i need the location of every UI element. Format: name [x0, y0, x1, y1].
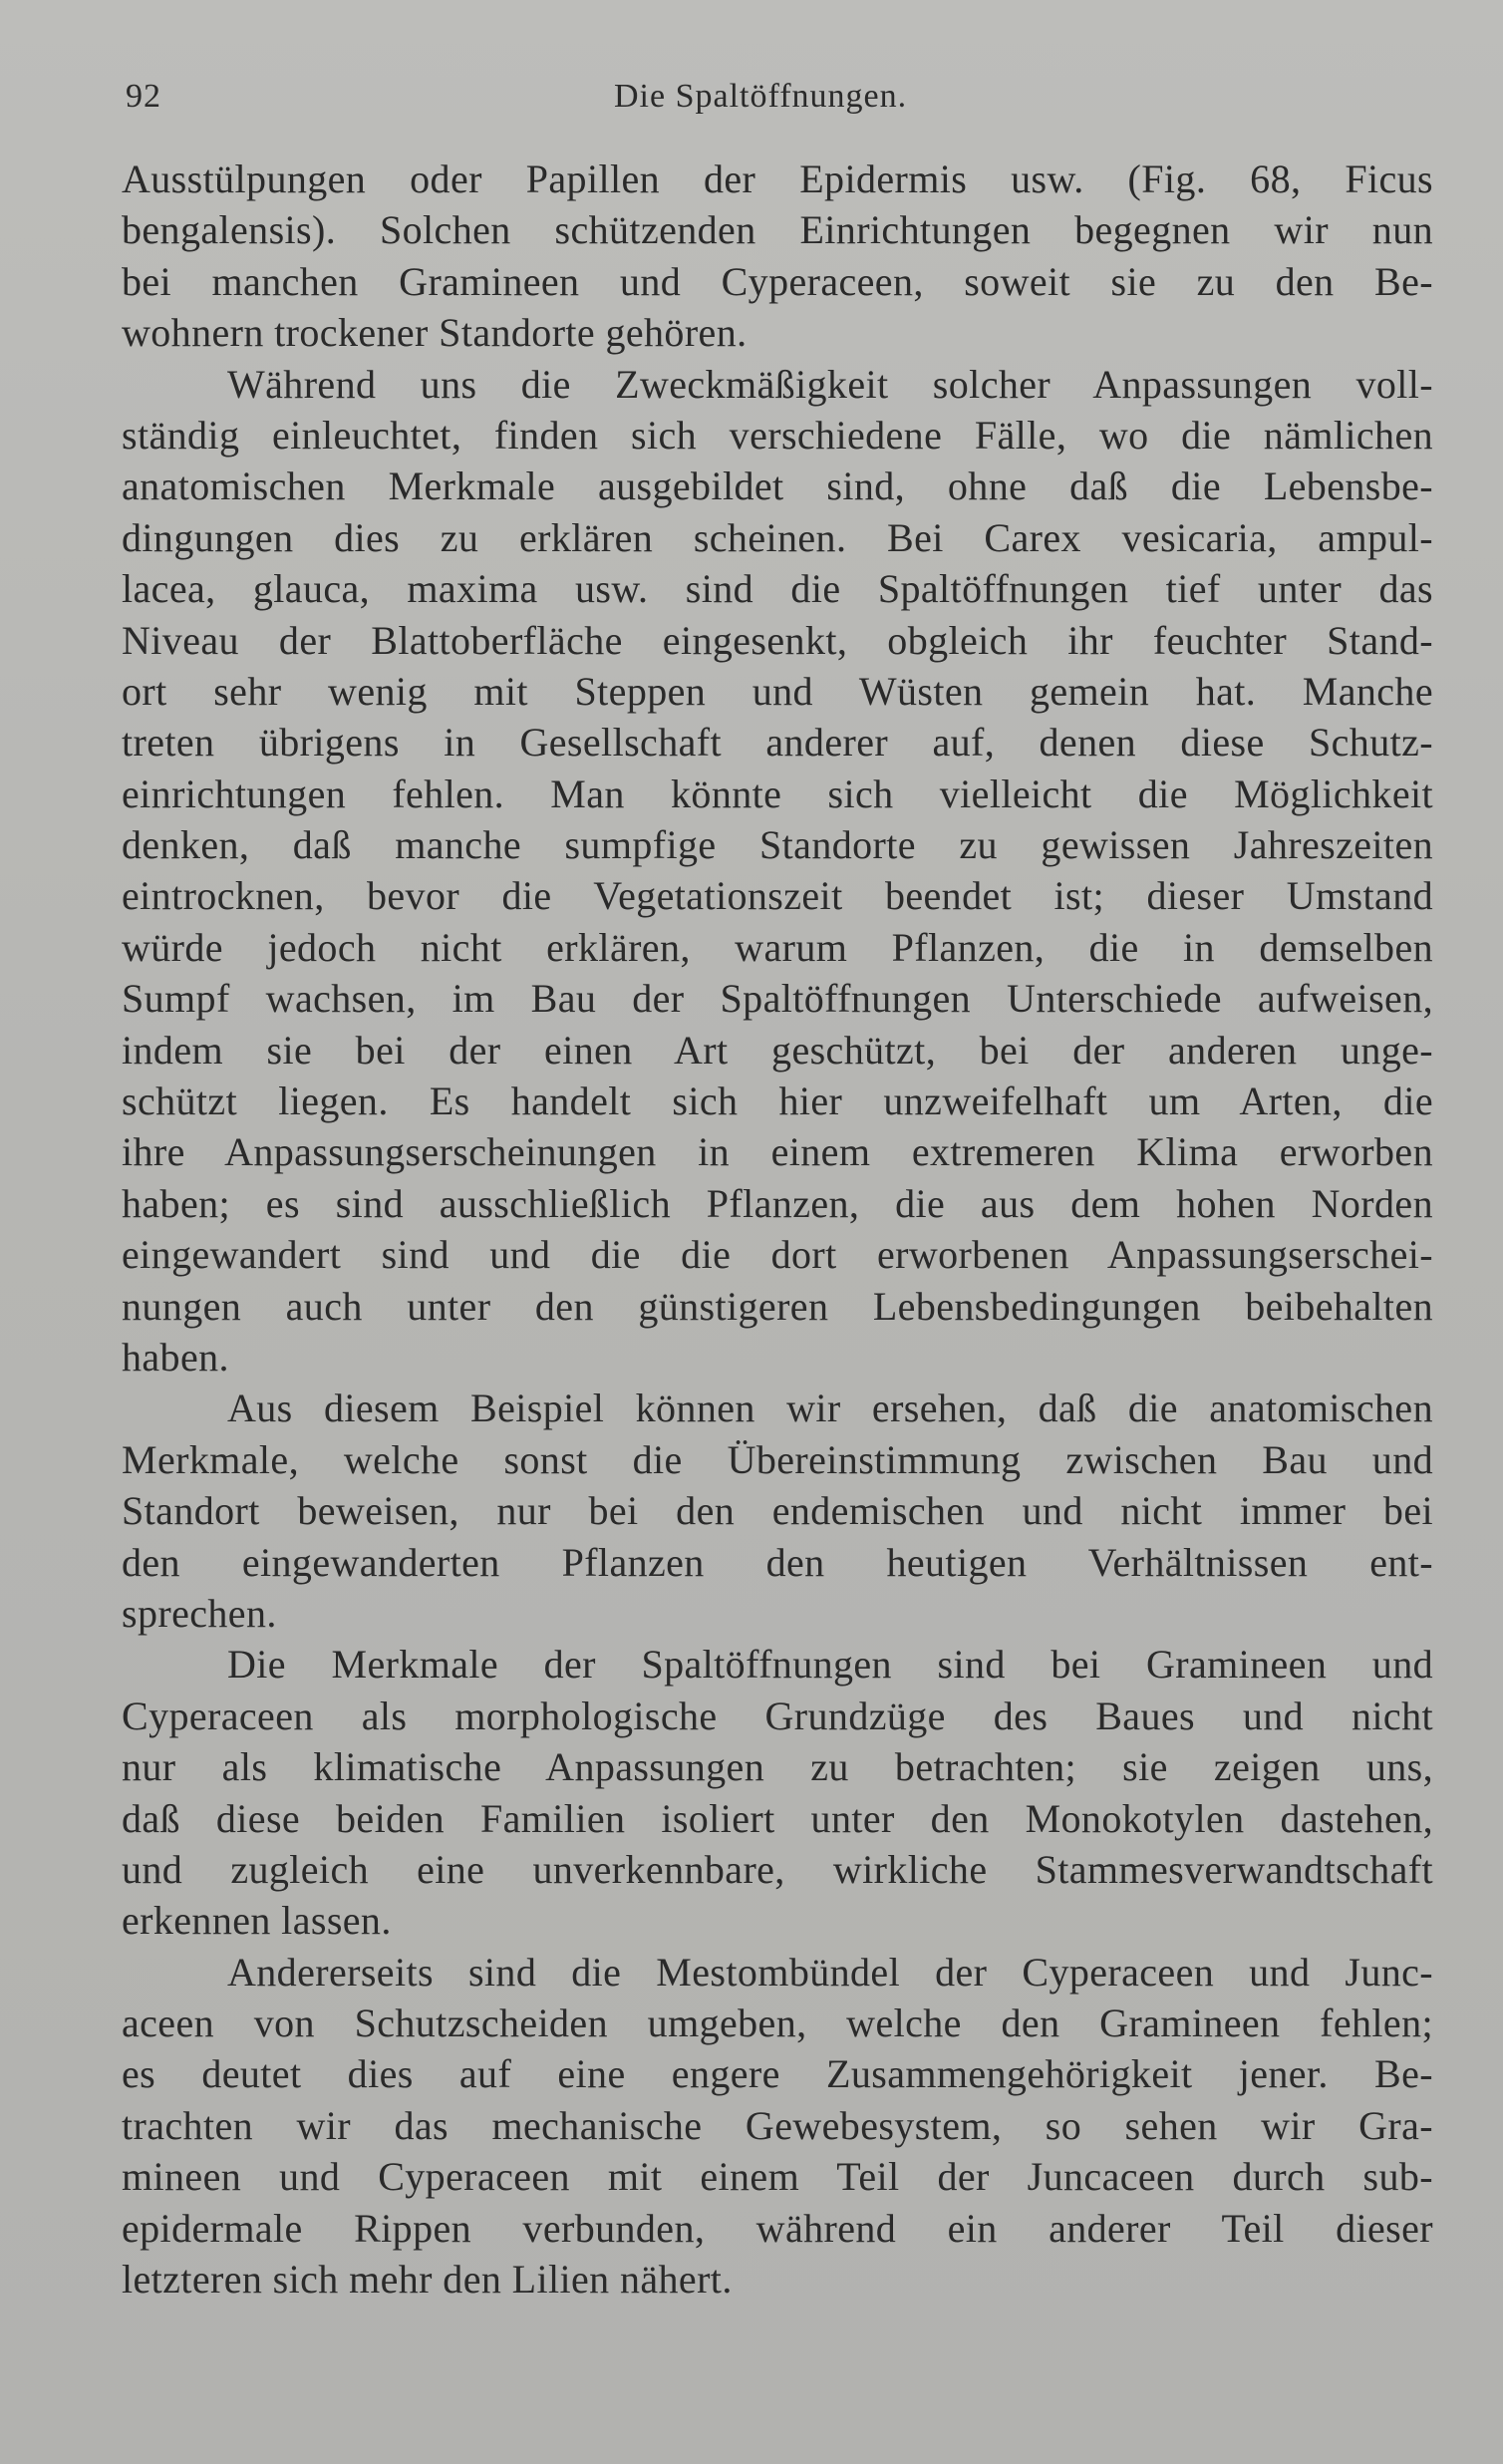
text-line: ständig einleuchtet, finden sich verschiedene Fälle, wo die nämlichen	[122, 412, 1433, 458]
text-line: ihre Anpassungserscheinungen in einem extremeren Klima erworben	[122, 1129, 1433, 1175]
text-line: den eingewanderten Pflanzen den heutigen Verhältnissen ent-	[122, 1539, 1433, 1585]
text-line: Während uns die Zweckmäßigkeit solcher Anpassungen voll-	[227, 361, 1433, 407]
text-line: schützt liegen. Es handelt sich hier unzweifelhaft um Arten, die	[122, 1078, 1433, 1124]
text-line: Aus diesem Beispiel können wir ersehen, daß die anatomischen	[227, 1386, 1433, 1431]
text-line: treten übrigens in Gesellschaft anderer auf, denen diese Schutz-	[122, 720, 1433, 766]
text-line: ort sehr wenig mit Steppen und Wüsten gemein hat. Manche	[122, 668, 1433, 714]
text-line: denken, daß manche sumpfige Standorte zu gewissen Jahreszeiten	[122, 822, 1433, 868]
text-line: erkennen lassen.	[122, 1898, 392, 1944]
text-line: indem sie bei der einen Art geschützt, bei der anderen unge-	[122, 1027, 1433, 1073]
text-line: Cyperaceen als morphologische Grundzüge des Baues und nicht	[122, 1693, 1433, 1738]
text-line: sprechen.	[122, 1590, 277, 1636]
text-line: würde jedoch nicht erklären, warum Pflanzen, die in demselben	[122, 924, 1433, 970]
text-line: epidermale Rippen verbunden, während ein anderer Teil dieser	[122, 2205, 1433, 2251]
text-line: daß diese beiden Familien isoliert unter den Monokotylen dastehen,	[122, 1795, 1433, 1841]
text-line: aceen von Schutzscheiden umgeben, welche den Gramineen fehlen;	[122, 2001, 1433, 2046]
text-line: einrichtungen fehlen. Man könnte sich vielleicht die Möglichkeit	[122, 770, 1433, 816]
text-line: trachten wir das mechanische Gewebesystem, so sehen wir Gra-	[122, 2102, 1433, 2148]
text-line: letzteren sich mehr den Lilien nähert.	[122, 2257, 733, 2303]
text-line: Merkmale, welche sonst die Übereinstimmung zwischen Bau und	[122, 1436, 1433, 1482]
text-line: es deutet dies auf eine engere Zusammengehörigkeit jener. Be-	[122, 2051, 1433, 2097]
text-line: und zugleich eine unverkennbare, wirkliche Stammesverwandtschaft	[122, 1846, 1433, 1892]
text-line: Sumpf wachsen, im Bau der Spaltöffnungen Unterschiede aufweisen,	[122, 976, 1433, 1022]
text-line: wohnern trockener Standorte gehören.	[122, 310, 748, 356]
page-header	[126, 78, 1433, 128]
body-text	[122, 154, 1433, 2305]
text-line: anatomischen Merkmale ausgebildet sind, ohne daß die Lebensbe-	[122, 463, 1433, 509]
text-line: mineen und Cyperaceen mit einem Teil der Juncaceen durch sub-	[122, 2154, 1433, 2200]
text-line: lacea, glauca, maxima usw. sind die Spaltöffnungen tief unter das	[122, 566, 1433, 612]
running-title: Die Spaltöffnungen.	[614, 78, 908, 115]
text-line: haben.	[122, 1334, 229, 1380]
text-line: eintrocknen, bevor die Vegetationszeit beendet ist; dieser Umstand	[122, 873, 1433, 919]
text-line: Andererseits sind die Mestombündel der Cyperaceen und Junc-	[227, 1949, 1433, 1995]
text-line: haben; es sind ausschließlich Pflanzen, die aus dem hohen Norden	[122, 1180, 1433, 1226]
text-line: bei manchen Gramineen und Cyperaceen, soweit sie zu den Be-	[122, 258, 1433, 304]
text-line: Standort beweisen, nur bei den endemischen und nicht immer bei	[122, 1488, 1433, 1534]
text-line: eingewandert sind und die die dort erworbenen Anpassungserschei-	[122, 1232, 1433, 1278]
page-number: 92	[126, 78, 161, 115]
text-line: bengalensis). Solchen schützenden Einrichtungen begegnen wir nun	[122, 207, 1433, 253]
text-line: nur als klimatische Anpassungen zu betrachten; sie zeigen uns,	[122, 1744, 1433, 1790]
text-line: Niveau der Blattoberfläche eingesenkt, obgleich ihr feuchter Stand-	[122, 617, 1433, 663]
text-line: dingungen dies zu erklären scheinen. Bei Carex vesicaria, ampul-	[122, 514, 1433, 560]
text-line: nungen auch unter den günstigeren Lebensbedingungen beibehalten	[122, 1283, 1433, 1329]
text-line: Ausstülpungen oder Papillen der Epidermis usw. (Fig. 68, Ficus	[122, 156, 1433, 201]
text-line: Die Merkmale der Spaltöffnungen sind bei Gramineen und	[227, 1642, 1433, 1688]
